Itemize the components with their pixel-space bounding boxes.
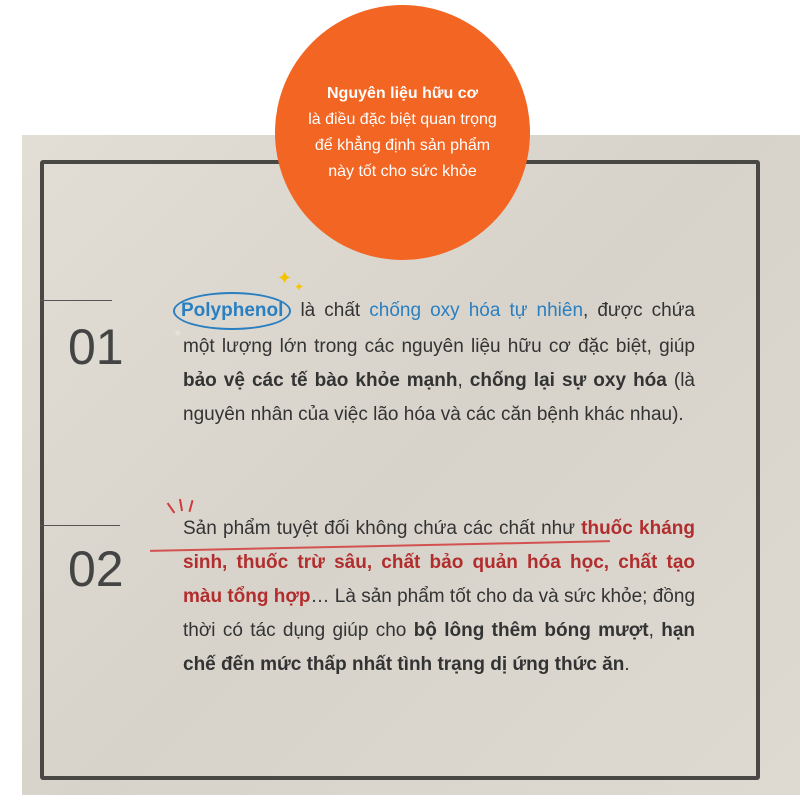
section-2-text: Sản phẩm tuyệt đối không chứa các chất như thuốc kháng sinh, thuốc trừ sâu, chất bảo quản hóa học, chất tạo màu tổng hợp… Là sản phẩm tốt cho da và sức khỏe; đồng thời có tác dụng giúp cho bộ lông thêm bóng mượt, hạn chế đến mức thấp nhất tình trạng dị ứng thức ăn.: [183, 518, 696, 675]
sparkle-icon: ✦: [277, 268, 293, 288]
callout-line: này tốt cho sức khỏe: [328, 162, 477, 180]
callout-circle: [275, 5, 530, 260]
polyphenol-highlight: Polyphenol: [173, 292, 291, 330]
section-number-02: 02: [68, 541, 124, 597]
callout-line: là điều đặc biệt quan trọng: [308, 110, 497, 128]
callout-line: Nguyên liệu hữu cơ: [327, 84, 478, 102]
callout-line: để khẳng định sản phẩm: [314, 136, 491, 154]
section-number-01: 01: [68, 319, 124, 375]
section-1-text: Polyphenol là chất chống oxy hóa tự nhiên, được chứa một lượng lớn trong các nguyên liệu hữu cơ đặc biệt, giúp bảo vệ các tế bào khỏe mạnh, chống lại sự oxy hóa (là nguyên nhân của việc lão hóa và các căn bệnh khác nhau).: [183, 292, 695, 432]
section-divider: [40, 525, 120, 526]
section-divider: [40, 300, 112, 301]
sparkle-icon: ✦: [294, 280, 305, 294]
